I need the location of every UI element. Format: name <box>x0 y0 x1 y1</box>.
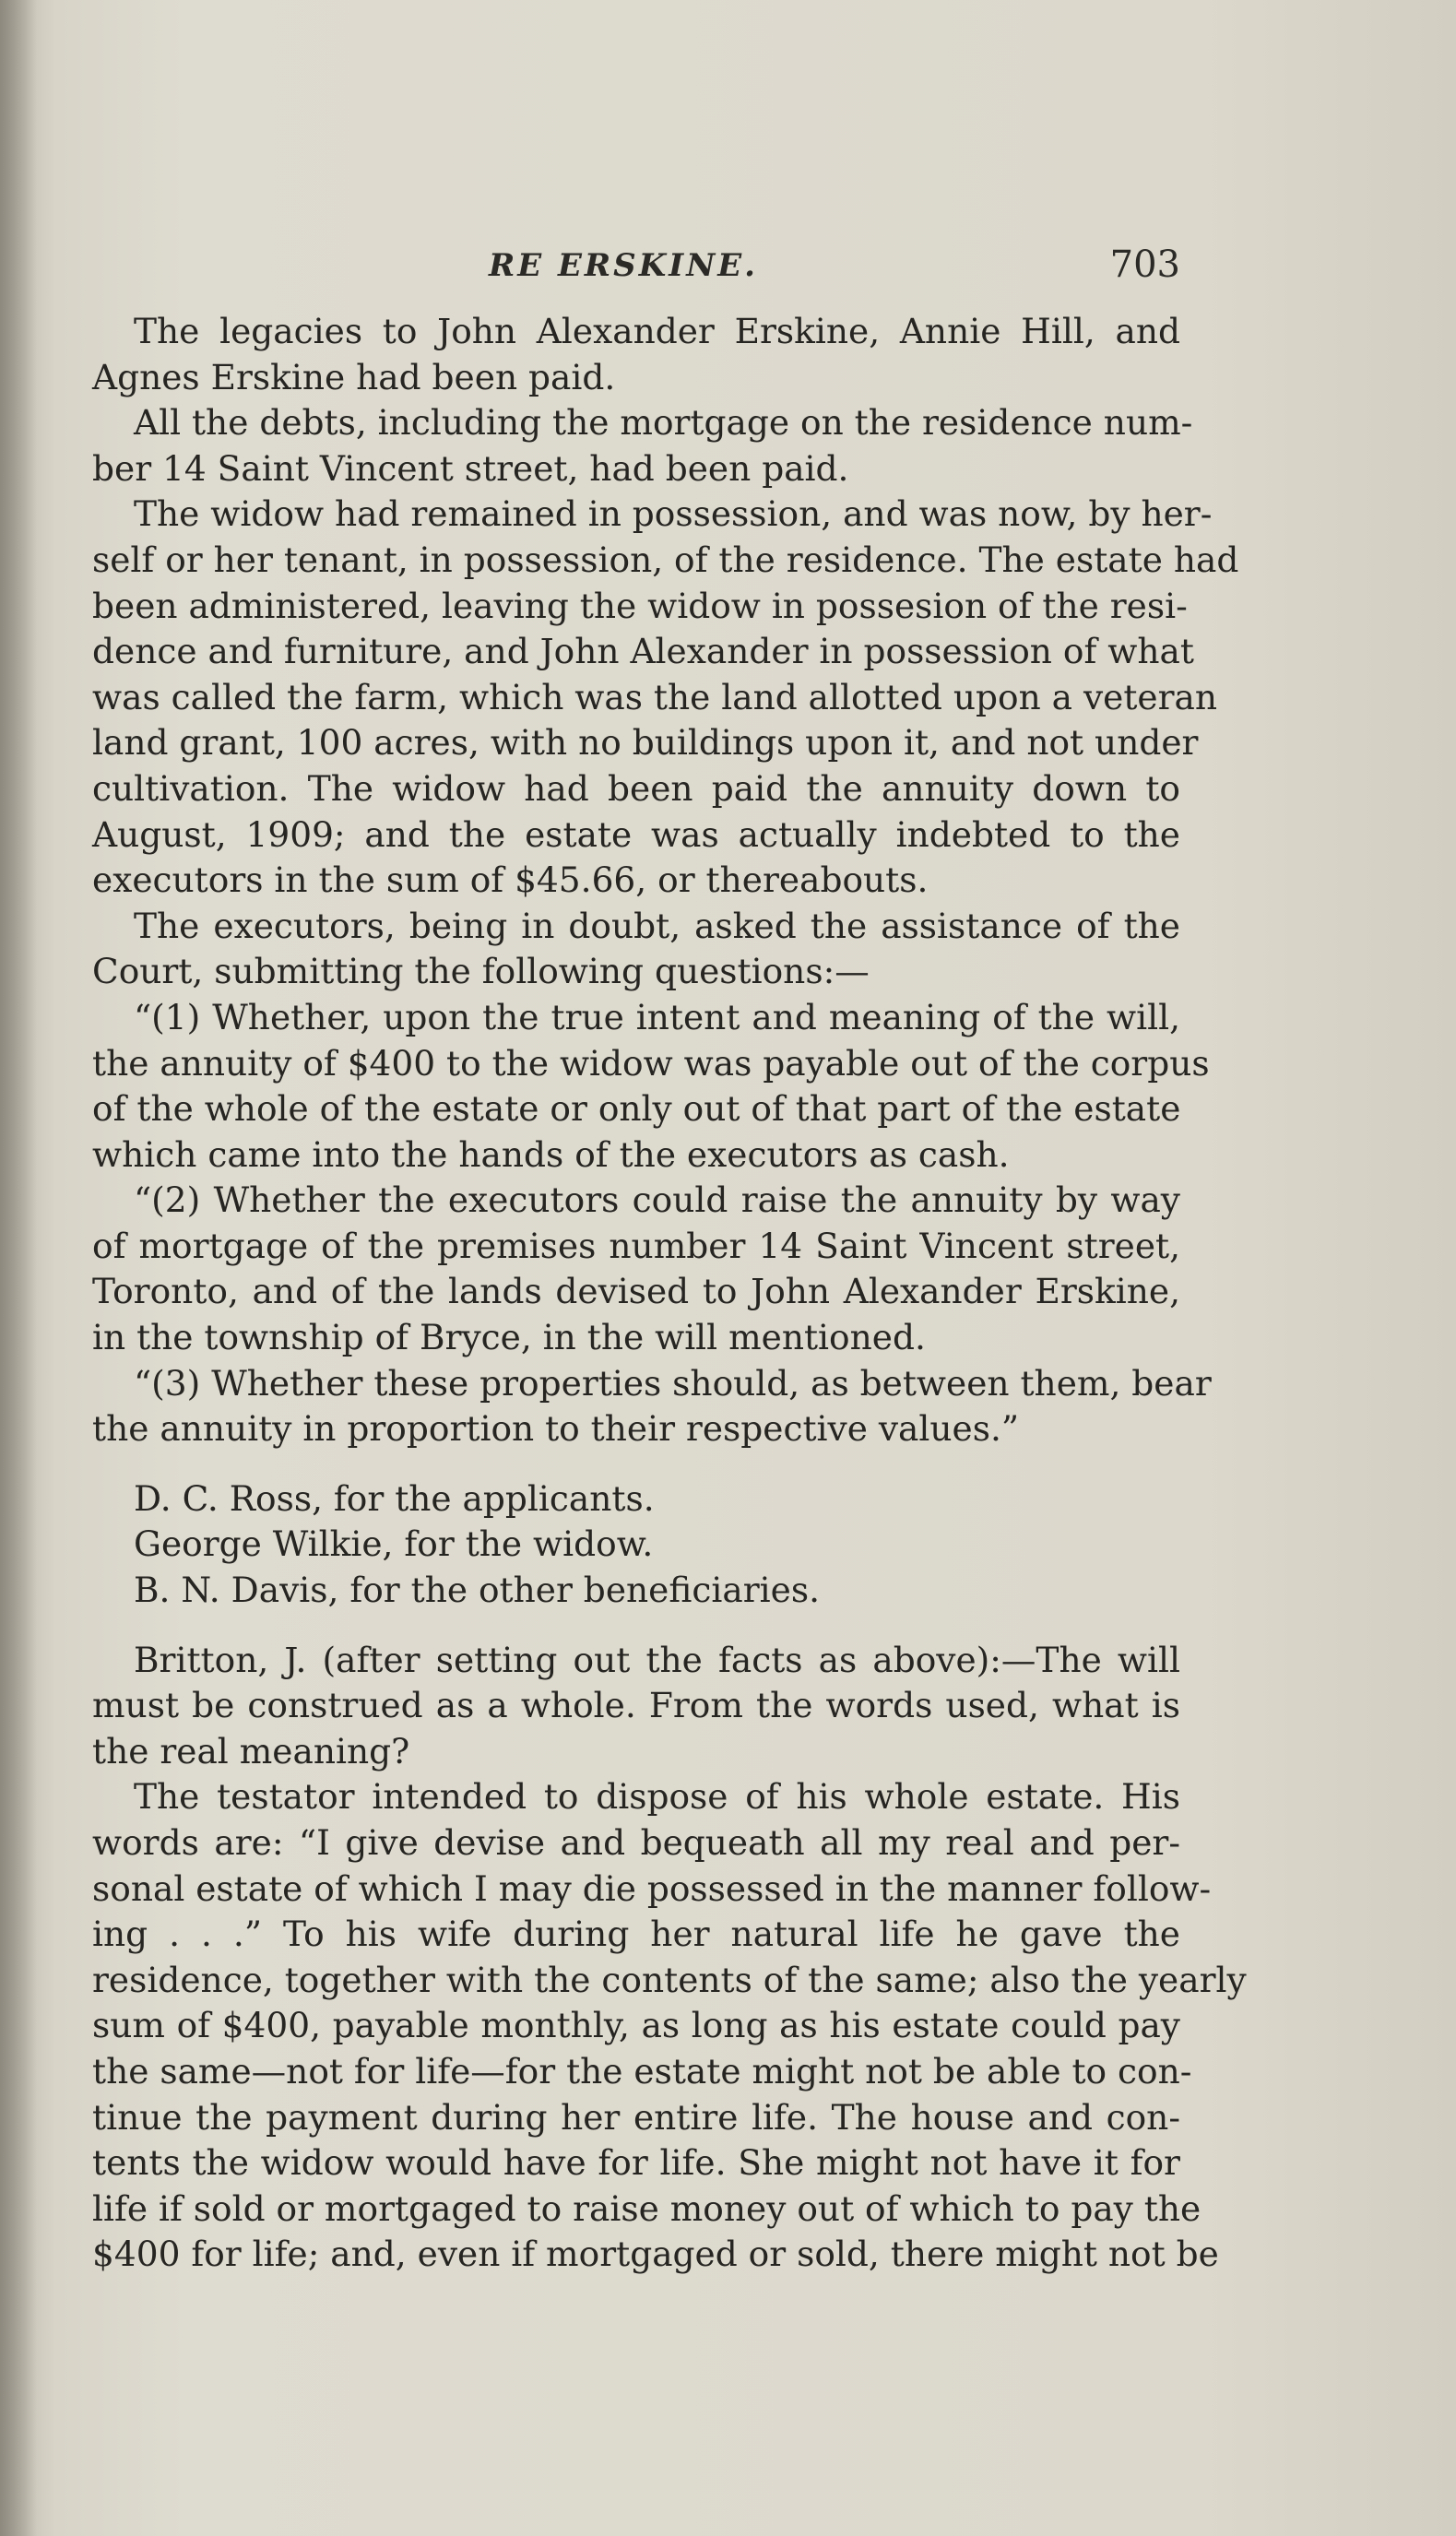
section-gap <box>92 1614 1180 1638</box>
counsel-list <box>92 1476 1180 1614</box>
text-line: tents the widow would have for life. She might not have it for <box>92 2142 1180 2184</box>
text-line: life if sold or mortgaged to raise money out of which to pay the <box>92 2187 1201 2229</box>
page-number: 703 <box>1109 243 1180 286</box>
text-line: self or her tenant, in possession, of the residence. The estate had <box>92 539 1239 580</box>
text-line: sonal estate of which I may die possessed in the manner follow- <box>92 1867 1212 1909</box>
text-line: was called the farm, which was the land allotted upon a veteran <box>92 676 1218 717</box>
text-line: The executors, being in doubt, asked the assistance of the <box>134 905 1180 946</box>
text-line: The widow had remained in possession, and was now, by her- <box>134 493 1213 535</box>
text-line: the real meaning? <box>92 1730 410 1772</box>
text-line: the annuity of $400 to the widow was payable out of the corpus <box>92 1042 1210 1084</box>
question-3 <box>92 1361 1212 1452</box>
paragraph-executors <box>92 904 1180 995</box>
text-line: must be construed as a whole. From the words used, what is <box>92 1685 1180 1726</box>
text-line: dence and furniture, and John Alexander in possession of what <box>92 631 1194 672</box>
text-line: “(1) Whether, upon the true intent and meaning of the will, <box>134 996 1180 1037</box>
page-header <box>92 243 1180 302</box>
text-line: the annuity in proportion to their respective values.” <box>92 1408 1020 1450</box>
binding-shadow <box>0 0 37 2536</box>
section-gap <box>92 1452 1180 1476</box>
body-text <box>92 309 1247 2278</box>
text-line: “(3) Whether these properties should, as between them, bear <box>134 1362 1212 1404</box>
text-line: All the debts, including the mortgage on the residence num- <box>134 402 1193 444</box>
text-line: words are: “I give devise and bequeath all my real and per- <box>92 1822 1180 1863</box>
text-line: The testator intended to dispose of his whole estate. His <box>134 1776 1180 1818</box>
counsel-widow: George Wilkie, for the widow. <box>134 1523 654 1565</box>
text-line: of mortgage of the premises number 14 Saint Vincent street, <box>92 1225 1180 1266</box>
text-line: sum of $400, payable monthly, as long as his estate could pay <box>92 2005 1180 2046</box>
text-line: cultivation. The widow had been paid the annuity down to <box>92 767 1180 809</box>
text-line: been administered, leaving the widow in possesion of the resi- <box>92 585 1188 626</box>
text-line: August, 1909; and the estate was actually indebted to the <box>92 813 1180 855</box>
text-line: in the township of Bryce, in the will mentioned. <box>92 1317 926 1358</box>
text-line: executors in the sum of $45.66, or thereabouts. <box>92 859 929 901</box>
text-line: Agnes Erskine had been paid. <box>92 356 616 397</box>
counsel-beneficiaries: B. N. Davis, for the other beneficiaries. <box>134 1570 820 1611</box>
judgment-opening <box>92 1638 1180 1775</box>
text-line: which came into the hands of the executors as cash. <box>92 1133 1010 1175</box>
text-line: residence, together with the contents of the same; also the yearly <box>92 1959 1247 2000</box>
paragraph-widow <box>92 492 1239 903</box>
text-line: Court, submitting the following questions:— <box>92 951 870 992</box>
text-line: the same—not for life—for the estate might not be able to con- <box>92 2050 1192 2092</box>
question-2 <box>92 1178 1180 1360</box>
text-line: $400 for life; and, even if mortgaged or sold, there might not be <box>92 2234 1219 2275</box>
question-1 <box>92 995 1210 1178</box>
text-line: The legacies to John Alexander Erskine, Annie Hill, and <box>134 311 1180 351</box>
text-line: tinue the payment during her entire life. The house and con- <box>92 2096 1180 2138</box>
judgment-testator <box>92 1774 1247 2278</box>
text-line: land grant, 100 acres, with no buildings upon it, and not under <box>92 722 1199 764</box>
running-head: RE ERSKINE. <box>489 247 759 284</box>
text-line: “(2) Whether the executors could raise the annuity by way <box>134 1179 1180 1221</box>
text-line: Britton, J. (after setting out the facts as above):—The will <box>134 1639 1180 1680</box>
text-line: of the whole of the estate or only out of that part of the estate <box>92 1088 1181 1130</box>
text-line: ing . . .” To his wife during her natural life he gave the <box>92 1914 1180 1955</box>
text-line: Toronto, and of the lands devised to John Alexander Erskine, <box>92 1271 1180 1312</box>
paragraph-debts <box>92 400 1193 492</box>
counsel-applicants: D. C. Ross, for the applicants. <box>134 1477 655 1519</box>
paragraph-legacies <box>92 309 1180 400</box>
text-line: ber 14 Saint Vincent street, had been paid. <box>92 447 849 489</box>
